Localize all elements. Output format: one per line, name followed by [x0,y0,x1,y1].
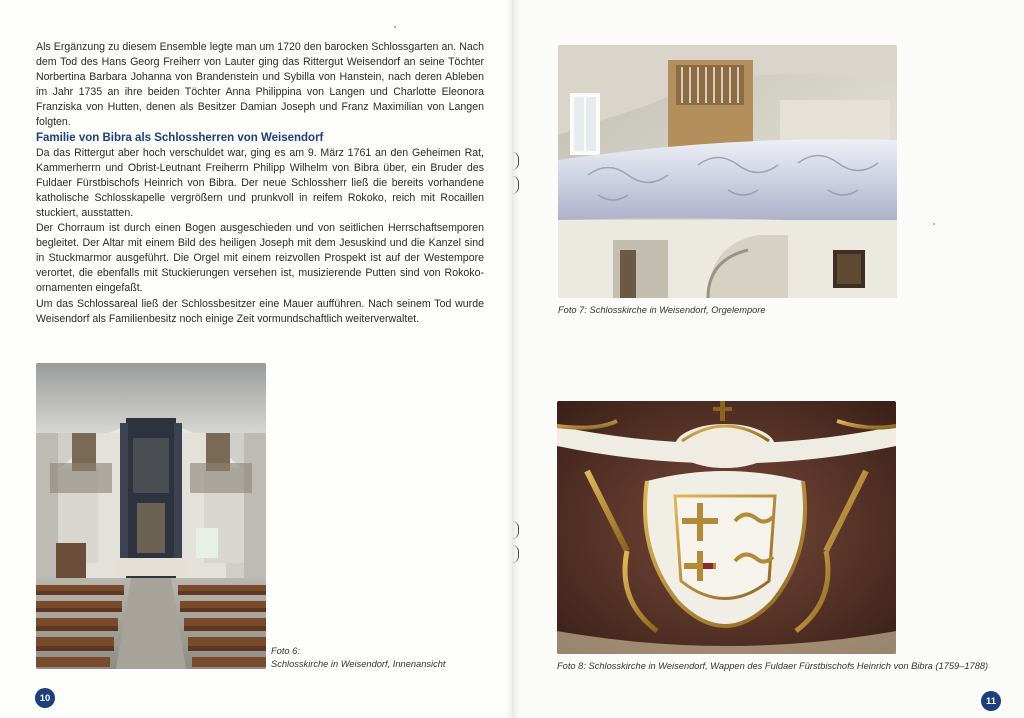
left-body-text [36,40,484,327]
page-number-right: 11 [981,691,1001,711]
photo-6-interior [36,363,266,669]
paper-speck [394,26,396,28]
caption-6-label: Foto 6: [271,646,300,656]
paragraph-bibra-2: Der Chorraum ist durch einen Bogen ausgeschieden und von seitlichen Herrschaftsemporen begleitet. Der Altar mit einem Bild des heiligen Joseph mit dem Jesuskind und die Kanzel sind in Stuckmarmor ausgeführt. Die Orgel mit einem reizvollen Prospekt ist auf der Westempore verortet, die ebenfalls mit Stuckierungen versehen ist, musizierende Putten sind von Rokoko-ornamenten eingefaßt. [36,222,484,295]
paper-speck [933,223,935,225]
caption-photo-8: Foto 8: Schlosskirche in Weisendorf, Wappen des Fuldaer Fürstbischofs Heinrich von Bibra (1759–1788) [557,661,989,671]
caption-6-text: Schlosskirche in Weisendorf, Innenansicht [271,658,446,669]
caption-photo-6 [271,645,446,670]
organ-gallery-image [558,45,897,298]
paragraph-bibra-1: Da das Rittergut aber hoch verschuldet war, ging es am 9. März 1761 an den Geheimen Rat, Kammerherrn und Obrist-Leutnant Freiherrn Philipp Wilhelm von Bibra über, ein Bruder des Fuldaer Fürstbischofs Heinrich von Bibra. Der neue Schlossherr ließ die bereits vorhandene katholische Schlosskapelle vergrößern und prunkvoll in reifem Rokoko, reich mit Rocaillen stuckiert, ausstatten. [36,146,484,219]
paragraph-intro: Als Ergänzung zu diesem Ensemble legte man um 1720 den barocken Schlossgarten an. Nach dem Tod des Hans Georg Freiherr von Lauter ging das Rittergut Weisendorf an seine Töchter Norbertina Barbara Johanna von Brandenstein und Sybilla von Hanstein, nach deren Ableben im Jahr 1735 an ihre beiden Töchter Anna Philippina von Langen und Charlotte Eleonora Franziska von Hutten, denen als Besitzer Damian Joseph und Franz Maximilian von Langen folgten. [36,41,484,129]
section-heading: Familie von Bibra als Schlossherren von Weisendorf [36,131,324,144]
coat-of-arms-image [557,401,896,654]
page-number-left: 10 [35,688,55,708]
right-page [512,0,1024,718]
caption-photo-7: Foto 7: Schlosskirche in Weisendorf, Orgelempore [558,305,766,315]
photo-7-organ-gallery [558,45,897,298]
interior-image [36,363,266,669]
paragraph-bibra-3: Um das Schlossareal ließ der Schlossbesitzer eine Mauer aufführen. Nach seinem Tod wurde Weisendorf als Familienbesitz noch einige Zeit vormundschaftlich weiterverwaltet. [36,297,484,325]
spine-gutter [506,0,520,718]
photo-8-coat-of-arms [557,401,896,654]
